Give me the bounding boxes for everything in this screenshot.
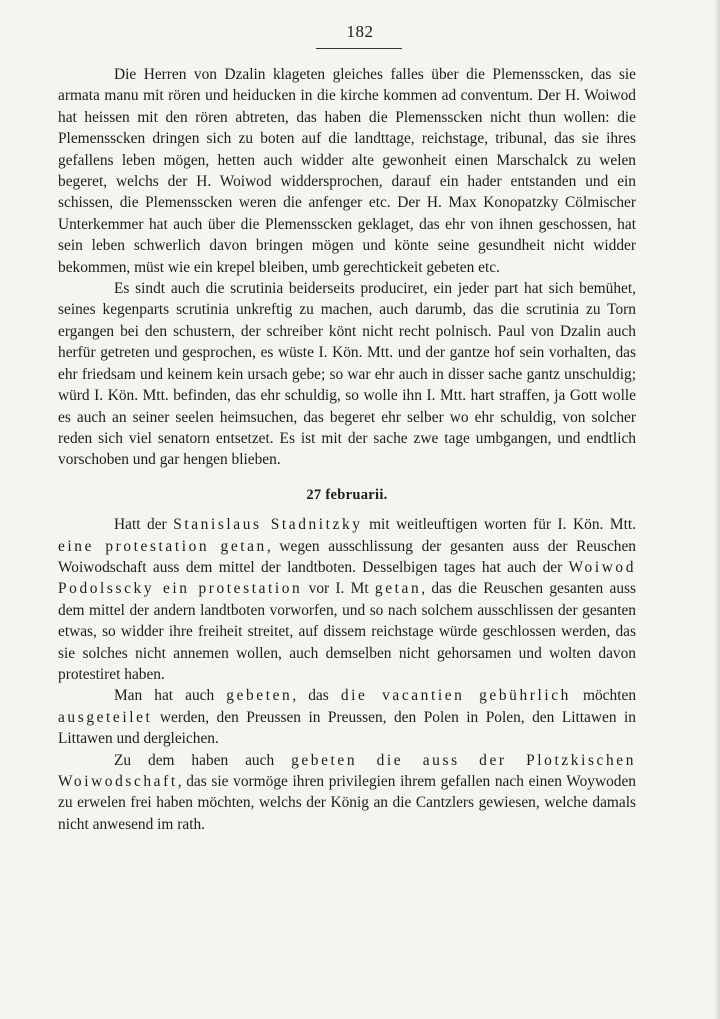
text-run: werden, den Preussen in Preussen, den Polen in Polen, den Littawen in Littawen und dergleichen. <box>58 708 636 748</box>
spaced-text: gebeten <box>226 687 293 705</box>
paragraph-2: Es sindt auch die scrutinia beiderseits produciret, ein jeder part hat sich bemühet, seines kegenparts scrutinia unkreftig zu machen, auch darumb, das die scrutinia zu Torn ergangen bei den schustern, der schreiber könt nicht recht polnisch. Paul von Dzalin auch herfür getreten und gesprochen, es wüste I. Kön. Mtt. und der gantze hof sein vorhalten, das ehr friedsam und keinem kein ursach gebe; so war ehr auch in disser sache gantz unschuldig; würd I. Kön. Mtt. befinden, das ehr schuldig, so wolle ihn I. Mtt. hart straffen, ja Gott wolle es auch an seiner seelen heimsuchen, das begeret ehr selber wo ehr schuldig, von solcher reden sich viel senatorn entsetzet. Es ist mit der sache zwe tage umbgangen, und endtlich vorschoben und gar hengen blieben. <box>58 280 636 469</box>
spaced-text: ausgeteilet <box>58 708 153 726</box>
paragraph-5 <box>58 750 636 836</box>
text-run: , das die Reuschen gesanten auss dem mittel der andern landtboten vorworfen, und so nach solchem ausschlissen der gesanten etwas, so widder ihre freiheit streitet, auf dissem reichstage würde geschlossen werden, das sie solches nicht annemen wollen, auch demselben nicht gehorsamen und wolten davon protestiret haben. <box>58 580 636 683</box>
text-run: vor I. Mt <box>302 580 375 598</box>
spaced-text: eine protestation getan <box>58 537 267 555</box>
text-run: möchten <box>570 687 637 705</box>
spaced-text: gebeten die auss der Plotzkischen Woiwodschaft <box>58 751 636 790</box>
text-run: , das sie vormöge ihren privilegien ihrem gefallen nach einen Woywoden zu erwelen frei haben möchten, welchs der König an die Cantzlers gewiesen, welche damals nicht anwesend im rath. <box>58 773 636 833</box>
binding-shadow <box>714 0 720 1019</box>
spaced-text: Stanislaus Stadnitzky <box>173 516 363 534</box>
paragraph-1: Die Herren von Dzalin klageten gleiches falles über die Plemensscken, das sie armata manu mit rören und heiducken in die kirche kommen ad conventum. Der H. Woiwod hat heissen mit den rören abtreten, das haben die Plemensscken nicht thun wollen: die Plemensscken dringen sich zu boten auf die landttage, reichstage, tribunal, das sie ihres gefallens leben mögen, hetten auch widder alte gewonheit einen Marschalck zu welen begeret, welchs der H. Woiwod widdersprochen, darauf ein hader entstanden und ein schissen, die Plemensscken weren die anfenger etc. Der H. Max Konopatzky Cölmischer Unterkemmer hat auch über die Plemensscken geklaget, das ehr von ihnen geschossen, hat sein leben schwerlich davon bringen mögen und könte seine gesundheit nicht widder bekommen, müst wie ein krepel bleiben, umb gerechtickeit gebeten etc. <box>58 66 636 276</box>
page-number: 182 <box>346 22 374 41</box>
text-run: , wegen ausschlissung der gesanten auss der Reuschen Woiwodschaft auss dem mittel der landtboten. Desselbigen tages hat auch der <box>58 537 636 576</box>
page-body <box>58 64 636 835</box>
text-run: mit weitleuftigen worten für I. Kön. Mtt. <box>362 516 636 534</box>
text-run: , das <box>292 687 341 705</box>
spaced-text: die vacantien gebührlich <box>340 687 571 705</box>
paragraph-3 <box>58 514 636 685</box>
paragraph-4 <box>58 685 636 749</box>
spaced-text: Woiwod Podolsscky ein protestation <box>58 558 636 598</box>
date-heading: 27 februarii. <box>306 486 388 503</box>
text-run: Man hat auch <box>114 687 227 705</box>
page-number-rule <box>316 48 402 49</box>
spaced-text: getan <box>374 580 422 598</box>
text-run: Hatt der <box>114 516 174 534</box>
text-run: Zu dem haben auch <box>114 751 292 769</box>
